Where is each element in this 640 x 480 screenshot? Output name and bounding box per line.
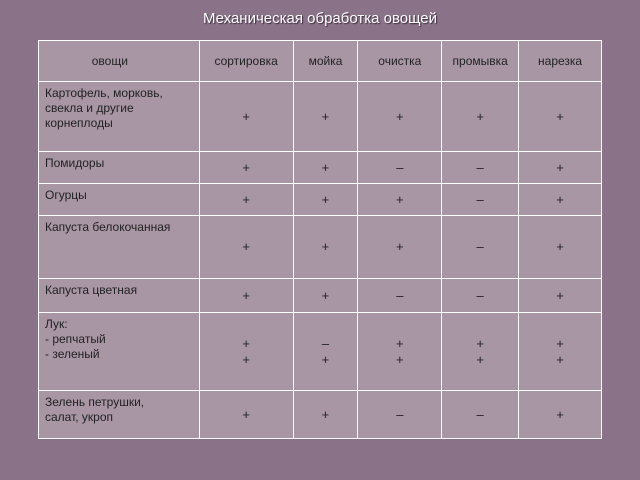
- cell-mark: +: [556, 335, 564, 351]
- cell-mark: +: [396, 335, 404, 351]
- table-row: [39, 391, 602, 439]
- table-cell: [519, 391, 602, 439]
- table-cell: [358, 184, 442, 216]
- table-cell: [199, 279, 293, 313]
- cell-mark: +: [242, 191, 250, 207]
- table-cell: [199, 184, 293, 216]
- table-row: [39, 313, 602, 391]
- cell-mark: +: [242, 159, 250, 175]
- table-cell: [519, 313, 602, 391]
- cell-mark: +: [396, 108, 404, 124]
- cell-mark: –: [476, 406, 484, 422]
- cell-mark: +: [321, 108, 330, 124]
- table-row: [39, 152, 602, 184]
- row-label-line: Зелень петрушки,: [45, 395, 145, 409]
- cell-mark: +: [242, 287, 250, 303]
- column-header-peeling: очистка: [358, 41, 442, 82]
- cell-mark: +: [396, 351, 404, 367]
- row-label-line: Огурцы: [45, 188, 87, 202]
- row-label: [39, 279, 200, 313]
- table-cell: [358, 152, 442, 184]
- cell-mark: +: [321, 351, 330, 367]
- cell-mark: +: [321, 191, 330, 207]
- table-cell: [199, 216, 293, 279]
- header-row: [39, 41, 602, 82]
- table-cell: [442, 391, 519, 439]
- table-cell: [519, 279, 602, 313]
- row-label: [39, 313, 200, 391]
- table-cell: [199, 313, 293, 391]
- row-label-line: Капуста белокочанная: [45, 220, 171, 234]
- table-row: [39, 82, 602, 152]
- table-cell: [519, 82, 602, 152]
- table-cell: [519, 184, 602, 216]
- table-cell: [519, 152, 602, 184]
- cell-mark: +: [321, 406, 330, 422]
- cell-mark: +: [242, 351, 250, 367]
- table-cell: [358, 391, 442, 439]
- row-label-line: Помидоры: [45, 156, 105, 170]
- table-cell: [293, 82, 358, 152]
- table-cell: [358, 216, 442, 279]
- row-label: [39, 216, 200, 279]
- cell-mark: +: [556, 108, 564, 124]
- table-cell: [358, 279, 442, 313]
- row-label: [39, 391, 200, 439]
- table-cell: [199, 82, 293, 152]
- row-label-line: - зеленый: [45, 347, 100, 361]
- table-cell: [293, 152, 358, 184]
- cell-mark: +: [476, 351, 484, 367]
- cell-mark: +: [321, 239, 330, 254]
- cell-mark: +: [321, 159, 330, 175]
- cell-mark: +: [242, 335, 250, 351]
- table-cell: [358, 82, 442, 152]
- column-header-rinsing: промывка: [442, 41, 519, 82]
- row-label-line: Лук:: [45, 317, 68, 331]
- cell-mark: +: [556, 406, 564, 422]
- row-label-line: корнеплоды: [45, 116, 113, 130]
- cell-mark: +: [321, 287, 330, 303]
- table-cell: [358, 313, 442, 391]
- table-cell: [293, 216, 358, 279]
- cell-mark: +: [396, 191, 404, 207]
- cell-mark: +: [242, 239, 250, 254]
- table-cell: [293, 391, 358, 439]
- cell-mark: +: [242, 108, 250, 124]
- row-label-line: салат, укроп: [45, 410, 114, 424]
- cell-mark: +: [556, 191, 564, 207]
- table-cell: [442, 82, 519, 152]
- column-header-vegetables: овощи: [39, 41, 200, 82]
- cell-mark: +: [396, 239, 404, 254]
- cell-mark: +: [242, 406, 250, 422]
- cell-mark: –: [396, 406, 404, 422]
- column-header-sorting: сортировка: [199, 41, 293, 82]
- cell-mark: –: [476, 287, 484, 303]
- cell-mark: +: [476, 108, 484, 124]
- table-cell: [442, 216, 519, 279]
- cell-mark: –: [321, 335, 330, 351]
- cell-mark: +: [556, 351, 564, 367]
- table-cell: [293, 313, 358, 391]
- row-label: [39, 152, 200, 184]
- table-cell: [519, 216, 602, 279]
- table-row: [39, 279, 602, 313]
- cell-mark: +: [556, 287, 564, 303]
- column-header-washing: мойка: [293, 41, 358, 82]
- cell-mark: +: [476, 335, 484, 351]
- cell-mark: +: [556, 159, 564, 175]
- cell-mark: –: [476, 239, 484, 254]
- table-cell: [293, 279, 358, 313]
- column-header-cutting: нарезка: [519, 41, 602, 82]
- row-label: [39, 184, 200, 216]
- processing-table: [38, 40, 602, 439]
- row-label-line: Картофель, морковь,: [45, 86, 163, 100]
- page-title: Механическая обработка овощей: [202, 10, 438, 27]
- table-cell: [442, 152, 519, 184]
- table-row: [39, 216, 602, 279]
- table-cell: [199, 391, 293, 439]
- row-label-line: свекла и другие: [45, 101, 134, 115]
- cell-mark: –: [476, 159, 484, 175]
- row-label-line: - репчатый: [45, 332, 106, 346]
- table-cell: [442, 279, 519, 313]
- cell-mark: +: [556, 239, 564, 254]
- table-cell: [442, 313, 519, 391]
- table-cell: [442, 184, 519, 216]
- row-label-line: Капуста цветная: [45, 283, 138, 297]
- table-cell: [293, 184, 358, 216]
- table-cell: [199, 152, 293, 184]
- table-row: [39, 184, 602, 216]
- cell-mark: –: [476, 191, 484, 207]
- cell-mark: –: [396, 159, 404, 175]
- cell-mark: –: [396, 287, 404, 303]
- row-label: [39, 82, 200, 152]
